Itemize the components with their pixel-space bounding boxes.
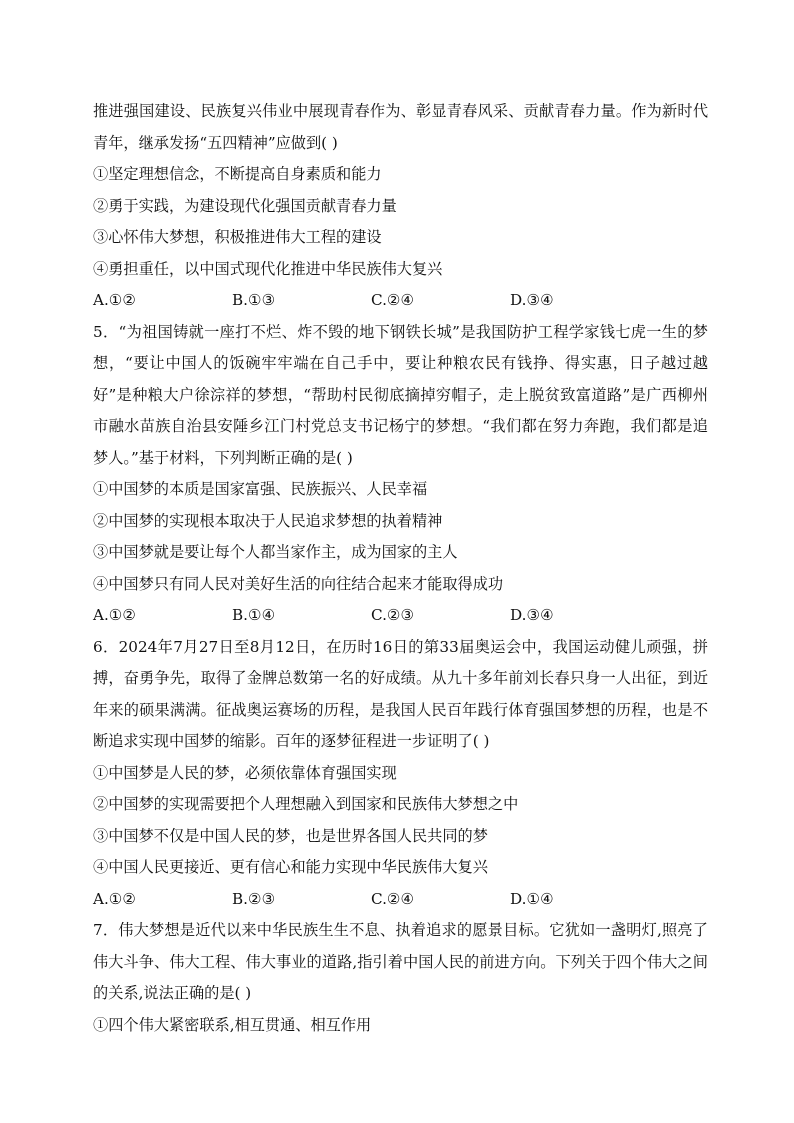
question-stem: 7．伟大梦想是近代以来中华民族生生不息、执着追求的愿景目标。它犹如一盏明灯,照亮了伟大斗争、伟大工程、伟大事业的道路,指引着中国人民的前进方向。下列关于四个伟大之间的关系,说法正确的是( ) (93, 921, 708, 1002)
statement-item: ②中国梦的实现需要把个人理想融入到国家和民族伟大梦想之中 (93, 795, 519, 813)
statement-item: ①中国梦是人民的梦，必须依靠体育强国实现 (93, 763, 397, 782)
option-c: C.②③ (371, 606, 415, 624)
answer-options (93, 884, 708, 916)
option-b: B.②③ (232, 889, 276, 908)
question-stem: 6．2024年7月27日至8月12日，在历时16日的第33届奥运会中，我国运动健儿顽强，拼搏，奋勇争先，取得了金牌总数第一名的好成绩。从九十多年前刘长春只身一人出征，到近年来的硕果满满。征战奥运赛场的历程，是我国人民百年践行体育强国梦想的历程，也是不断追求实现中国梦的缩影。百年的逐梦征程进一步证明了( ) (93, 637, 708, 750)
question-stem: 推进强国建设、民族复兴伟业中展现青春作为、彰显青春风采、贡献青春力量。作为新时代青年，继承发扬“五四精神”应做到( ) (93, 102, 708, 152)
statement-item: ②勇于实践，为建设现代化强国贡献青春力量 (93, 196, 397, 215)
option-d: D.①④ (510, 889, 554, 908)
statement-item: ③心怀伟大梦想，积极推进伟大工程的建设 (93, 228, 382, 246)
question-4-tail (93, 96, 708, 317)
answer-options (93, 600, 708, 632)
option-a: A.①② (93, 889, 137, 908)
option-a: A.①② (93, 291, 137, 309)
question-5 (93, 317, 708, 632)
statement-item: ③中国梦就是要让每个人都当家作主，成为国家的主人 (93, 543, 458, 561)
option-d: D.③④ (510, 606, 554, 624)
statement-item: ②中国梦的实现根本取决于人民追求梦想的执着精神 (93, 511, 443, 530)
statement-item: ①坚定理想信念，不断提高自身素质和能力 (93, 165, 382, 183)
option-c: C.②④ (371, 291, 415, 309)
statement-item: ④中国人民更接近、更有信心和能力实现中华民族伟大复兴 (93, 858, 488, 876)
answer-options (93, 285, 708, 317)
statement-item: ①中国梦的本质是国家富强、民族振兴、人民幸福 (93, 480, 428, 498)
question-stem: 5．“为祖国铸就一座打不烂、炸不毁的地下钢铁长城”是我国防护工程学家钱七虎一生的梦想，“要让中国人的饭碗牢牢端在自己手中，要让种粮农民有钱挣、得实惠，日子越过越好”是种粮大户徐淙祥的梦想，“帮助村民彻底摘掉穷帽子，走上脱贫致富道路”是广西柳州市融水苗族自治县安陲乡江门村党总支书记杨宁的梦想。“我们都在努力奔跑，我们都是追梦人。”基于材料，下列判断正确的是( ) (93, 322, 708, 467)
exam-page (93, 96, 708, 1041)
statement-item: ④勇担重任，以中国式现代化推进中华民族伟大复兴 (93, 259, 443, 278)
statement-item: ④中国梦只有同人民对美好生活的向往结合起来才能取得成功 (93, 574, 504, 593)
option-d: D.③④ (510, 291, 554, 309)
option-b: B.①③ (232, 291, 276, 309)
option-c: C.②④ (371, 889, 415, 908)
option-b: B.①④ (232, 606, 276, 624)
statement-item: ③中国梦不仅是中国人民的梦，也是世界各国人民共同的梦 (93, 826, 488, 845)
question-6 (93, 632, 708, 916)
option-a: A.①② (93, 606, 137, 624)
question-7 (93, 915, 708, 1041)
statement-item: ①四个伟大紧密联系,相互贯通、相互作用 (93, 1015, 372, 1034)
